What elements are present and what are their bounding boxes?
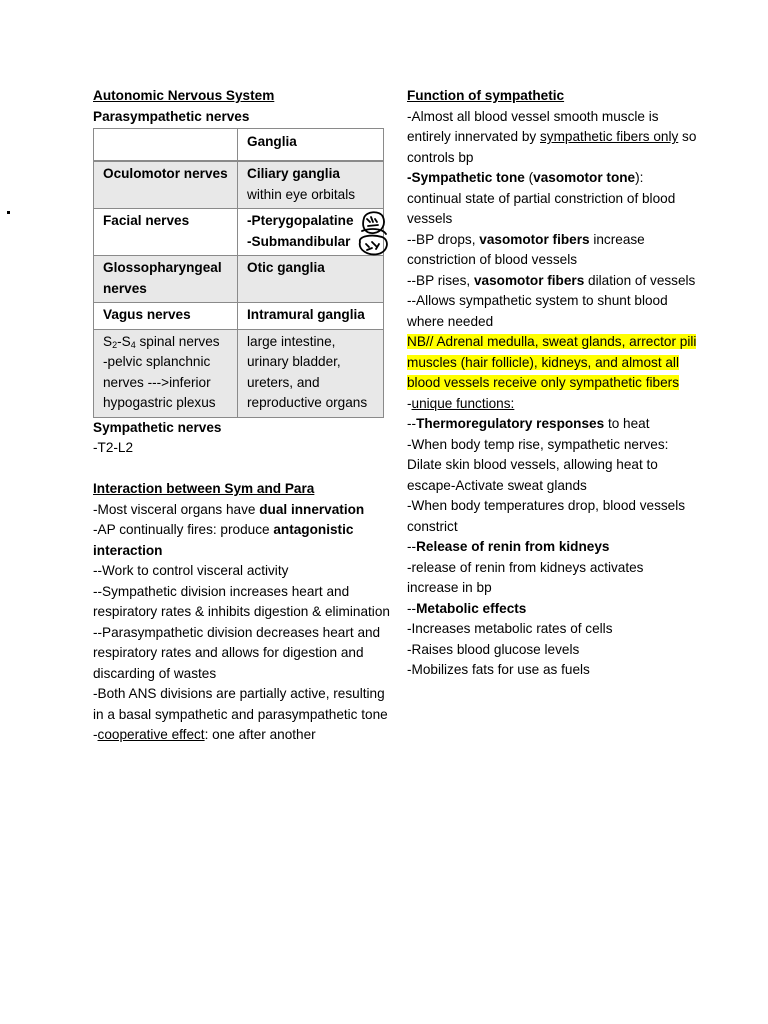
nb-highlight: NB// Adrenal medulla, sweat glands, arrector pili muscles (hair follicle), kidneys, and almost all blood vessels receive only sympathetic fibers [407, 334, 697, 390]
table-row [94, 329, 384, 417]
ganglia-cell: Ciliary ganglia within eye orbitals [238, 161, 384, 209]
ganglia-cell: Otic ganglia [238, 256, 384, 303]
right-column [407, 86, 697, 681]
doc-title: Autonomic Nervous System [93, 88, 275, 103]
table-row [94, 161, 384, 209]
nerve-cell: Glossopharyngeal nerves [94, 256, 238, 303]
thermoregulatory-line: --Thermoregulatory responses to heat [407, 416, 650, 431]
ganglia-cell: Intramural ganglia [238, 303, 384, 330]
nerve-cell: Vagus nerves [94, 303, 238, 330]
table-header-ganglia: Ganglia [238, 129, 384, 162]
table-header-empty [94, 129, 238, 162]
renin-heading-line: --Release of renin from kidneys [407, 539, 610, 554]
antagonistic-line: -AP continually fires: produce antagonistic interaction [93, 522, 354, 558]
ganglia-cell: -Pterygopalatine -Submandibular [238, 209, 384, 256]
interaction-line: -Both ANS divisions are partially active, resulting in a basal sympathetic and parasympathetic tone [93, 686, 388, 722]
temp-drop-line: -When body temperatures drop, blood vessels constrict [407, 498, 686, 534]
table-row [94, 256, 384, 303]
metabolic-heading-line: --Metabolic effects [407, 600, 527, 616]
sympathetic-tone-line: -Sympathetic tone (vasomotor tone): continual state of partial constriction of blood vessels [407, 170, 676, 226]
cooperative-line: -cooperative effect: one after another [93, 727, 316, 742]
interaction-line: --Sympathetic division increases heart and respiratory rates & inhibits digestion & elimination [93, 583, 390, 619]
nerve-cell: Oculomotor nerves [94, 161, 238, 209]
handwritten-doodle-icon [352, 208, 392, 264]
sympathetic-heading: Sympathetic nerves [93, 419, 222, 435]
sympathetic-range: -T2-L2 [93, 440, 134, 455]
metabolic-line: -Increases metabolic rates of cells [407, 621, 613, 636]
ganglia-cell: large intestine, urinary bladder, ureters, and reproductive organs [238, 329, 384, 417]
unique-functions-line: -unique functions: [407, 395, 515, 411]
stray-dot [7, 211, 10, 214]
nerve-cell: $S_2-S_4$ spinal nerves -pelvic splanchnic nerves --->inferior hypogastric plexus [94, 329, 238, 417]
bp-drops-line: --BP drops, vasomotor fibers increase constriction of blood vessels [407, 231, 645, 267]
left-column [93, 86, 393, 746]
shunt-line: --Allows sympathetic system to shunt blood where needed [407, 293, 668, 329]
ganglia-table [93, 128, 384, 418]
table-row [94, 209, 384, 256]
temp-rise-line: -When body temp rise, sympathetic nerves: Dilate skin blood vessels, allowing heat to escape-Activate sweat glands [407, 436, 669, 493]
bp-rises-line: --BP rises, vasomotor fibers dilation of vessels [407, 272, 696, 288]
renin-desc-line: -release of renin from kidneys activates increase in bp [407, 559, 644, 595]
interaction-heading: Interaction between Sym and Para [93, 481, 315, 496]
table-row [94, 303, 384, 330]
dual-innervation-line: -Most visceral organs have dual innervation [93, 501, 365, 517]
interaction-line: --Parasympathetic division decreases heart and respiratory rates and allows for digestion and discarding of wastes [93, 624, 381, 681]
table-header-row [94, 129, 384, 162]
metabolic-line: -Raises blood glucose levels [407, 641, 580, 657]
function-heading: Function of sympathetic [407, 88, 565, 103]
vessel-innervation-line: -Almost all blood vessel smooth muscle is entirely innervated by sympathetic fibers only so controls bp [407, 108, 697, 165]
parasympathetic-heading: Parasympathetic nerves [93, 108, 250, 124]
nerve-cell: Facial nerves [94, 209, 238, 256]
metabolic-line: -Mobilizes fats for use as fuels [407, 662, 590, 677]
interaction-line: --Work to control visceral activity [93, 563, 289, 578]
